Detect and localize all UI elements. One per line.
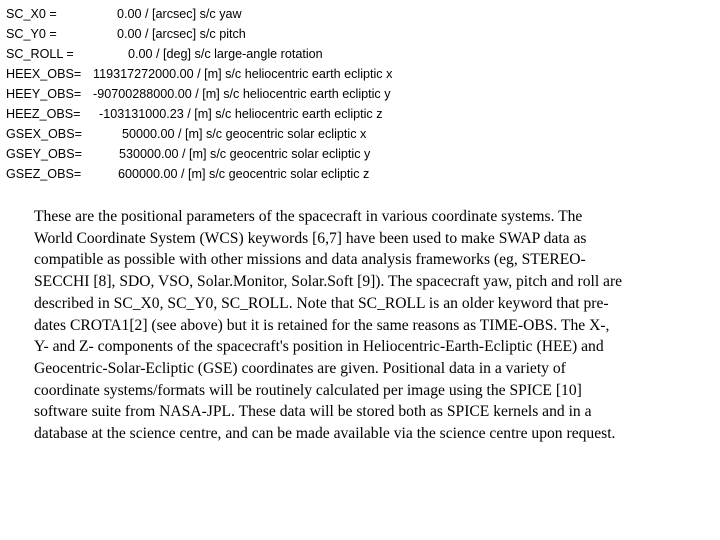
keyword-value: -103131000.23 / [m] s/c heliocentric earth ecliptic z: [99, 107, 383, 121]
paragraph-line: SECCHI [8], SDO, VSO, Solar.Monitor, Solar.Soft [9]). The spacecraft yaw, pitch and roll are: [34, 273, 623, 291]
keyword-value: 0.00 / [deg] s/c large-angle rotation: [128, 47, 323, 61]
keyword-name: HEEZ_OBS=: [6, 107, 81, 121]
keyword-name: GSEX_OBS=: [6, 127, 82, 141]
paragraph-line: Geocentric-Solar-Ecliptic (GSE) coordinates are given. Positional data in a variety of: [34, 359, 566, 377]
keyword-name: GSEY_OBS=: [6, 147, 82, 161]
paragraph-line: software suite from NASA-JPL. These data will be stored both as SPICE kernels and in a: [34, 403, 592, 421]
keyword-value: 0.00 / [arcsec] s/c pitch: [117, 27, 246, 41]
keyword-name: SC_ROLL =: [6, 47, 74, 61]
paragraph-line: database at the science centre, and can be made available via the science centre upon request.: [34, 425, 616, 443]
keyword-value: 530000.00 / [m] s/c geocentric solar ecliptic y: [119, 147, 371, 161]
keyword-name: HEEY_OBS=: [6, 87, 82, 101]
keyword-name: SC_Y0 =: [6, 27, 57, 41]
keyword-value: 50000.00 / [m] s/c geocentric solar ecliptic x: [122, 127, 367, 141]
paragraph-line: Y- and Z- components of the spacecraft's position in Heliocentric-Earth-Ecliptic (HEE) and: [34, 338, 604, 356]
paragraph-line: compatible as possible with other missions and data analysis frameworks (eg, STEREO-: [34, 251, 586, 269]
keyword-value: 600000.00 / [m] s/c geocentric solar ecliptic z: [118, 167, 370, 181]
keyword-value: -90700288000.00 / [m] s/c heliocentric earth ecliptic y: [93, 87, 391, 101]
keyword-value: 119317272000.00 / [m] s/c heliocentric earth ecliptic x: [93, 67, 393, 81]
paragraph-line: described in SC_X0, SC_Y0, SC_ROLL. Note that SC_ROLL is an older keyword that pre-: [34, 294, 609, 312]
keyword-value: 0.00 / [arcsec] s/c yaw: [117, 7, 242, 21]
paragraph-line: World Coordinate System (WCS) keywords [6,7] have been used to make SWAP data as: [34, 229, 587, 247]
keyword-name: GSEZ_OBS=: [6, 167, 82, 181]
keyword-name: HEEX_OBS=: [6, 67, 82, 81]
paragraph-line: dates CROTA1[2] (see above) but it is retained for the same reasons as TIME-OBS. The X-,: [34, 316, 610, 334]
paragraph-line: coordinate systems/formats will be routinely calculated per image using the SPICE [10]: [34, 381, 582, 399]
description-paragraph: [34, 206, 716, 445]
keyword-name: SC_X0 =: [6, 7, 57, 21]
paragraph-line: These are the positional parameters of the spacecraft in various coordinate systems. The: [34, 208, 583, 225]
